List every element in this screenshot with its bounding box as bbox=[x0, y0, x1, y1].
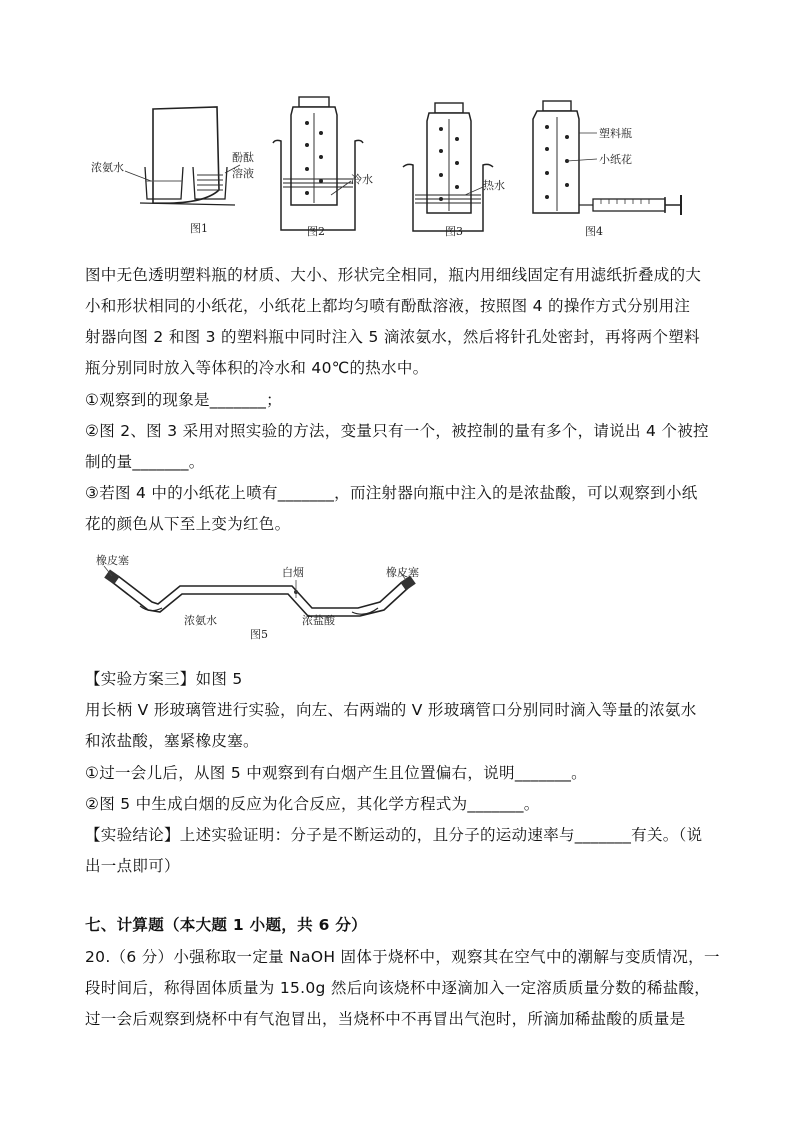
fig5-label-ammonia: 浓氨水 bbox=[184, 614, 217, 627]
paragraph-line: 射器向图 2 和图 3 的塑料瓶中同时注入 5 滴浓氨水，然后将针孔处密封，再将两个塑料 bbox=[85, 328, 700, 346]
figure-1 bbox=[91, 107, 254, 235]
question-3-line: ③若图 4 中的小纸花上喷有_______，而注射器向瓶中注入的是浓盐酸，可以观察到小纸 bbox=[85, 484, 698, 502]
scheme-3-heading: 【实验方案三】如图 5 bbox=[85, 670, 243, 688]
fig5-label-left-stopper: 橡皮塞 bbox=[96, 554, 129, 567]
fig1-label-phenol-2: 溶液 bbox=[232, 167, 254, 180]
question-2-line: 制的量_______。 bbox=[85, 453, 205, 471]
fig4-label-bottle: 塑料瓶 bbox=[599, 127, 632, 140]
scheme-3-question-1: ①过一会儿后，从图 5 中观察到有白烟产生且位置偏右，说明_______。 bbox=[85, 764, 587, 782]
conclusion-line: 【实验结论】上述实验证明：分子是不断运动的，且分子的运动速率与_______有关。（说 bbox=[85, 826, 703, 844]
fig5-label-hcl: 浓盐酸 bbox=[302, 614, 335, 627]
figure-4 bbox=[533, 101, 681, 238]
scheme-3-question-2: ②图 5 中生成白烟的反应为化合反应，其化学方程式为_______。 bbox=[85, 795, 540, 813]
paragraph-line: 瓶分别同时放入等体积的冷水和 40℃的热水中。 bbox=[85, 359, 429, 377]
fig1-label-ammonia: 浓氨水 bbox=[91, 161, 124, 174]
question-1: ①观察到的现象是_______； bbox=[85, 391, 282, 409]
fig4-label-flower: 小纸花 bbox=[599, 153, 632, 166]
fig1-label-phenol-1: 酚酞 bbox=[232, 151, 254, 164]
question-20-line: 过一会后观察到烧杯中有气泡冒出，当烧杯中不再冒出气泡时，所滴加稀盐酸的质量是 bbox=[85, 1010, 686, 1028]
scheme-3-line: 和浓盐酸，塞紧橡皮塞。 bbox=[85, 732, 259, 750]
scheme-3-line: 用长柄 V 形玻璃管进行实验，向左、右两端的 V 形玻璃管口分别同时滴入等量的浓氨水 bbox=[85, 701, 697, 719]
question-20-line: 20.（6 分）小强称取一定量 NaOH 固体于烧杯中，观察其在空气中的潮解与变质情况，一 bbox=[85, 948, 720, 966]
fig2-caption: 图2 bbox=[307, 225, 325, 238]
fig2-label-cold-water: 冷水 bbox=[351, 173, 373, 186]
conclusion-line: 出一点即可） bbox=[85, 857, 180, 875]
fig5-caption: 图5 bbox=[250, 628, 268, 641]
fig3-caption: 图3 bbox=[445, 225, 463, 238]
question-3-line: 花的颜色从下至上变为红色。 bbox=[85, 515, 291, 533]
paragraph-line: 图中无色透明塑料瓶的材质、大小、形状完全相同，瓶内用细线固定有用滤纸折叠成的大 bbox=[85, 266, 702, 284]
section-7-heading: 七、计算题（本大题 1 小题，共 6 分） bbox=[85, 916, 367, 934]
fig5-label-right-stopper: 橡皮塞 bbox=[386, 566, 419, 579]
figure-3 bbox=[403, 103, 505, 238]
question-20-line: 段时间后，称得固体质量为 15.0g 然后向该烧杯中逐滴加入一定溶质质量分数的稀盐酸， bbox=[85, 979, 711, 997]
paragraph-line: 小和形状相同的小纸花，小纸花上都均匀喷有酚酞溶液，按照图 4 的操作方式分别用注 bbox=[85, 297, 691, 315]
fig3-label-hot-water: 热水 bbox=[483, 179, 505, 192]
figure-row-1-4 bbox=[85, 95, 705, 250]
figure-2 bbox=[273, 97, 373, 238]
figure-5 bbox=[90, 552, 430, 644]
fig4-caption: 图4 bbox=[585, 225, 603, 238]
question-2-line: ②图 2、图 3 采用对照实验的方法，变量只有一个，被控制的量有多个，请说出 4 个被控 bbox=[85, 422, 709, 440]
fig5-label-smoke: 白烟 bbox=[282, 566, 304, 579]
fig1-caption: 图1 bbox=[190, 222, 208, 235]
